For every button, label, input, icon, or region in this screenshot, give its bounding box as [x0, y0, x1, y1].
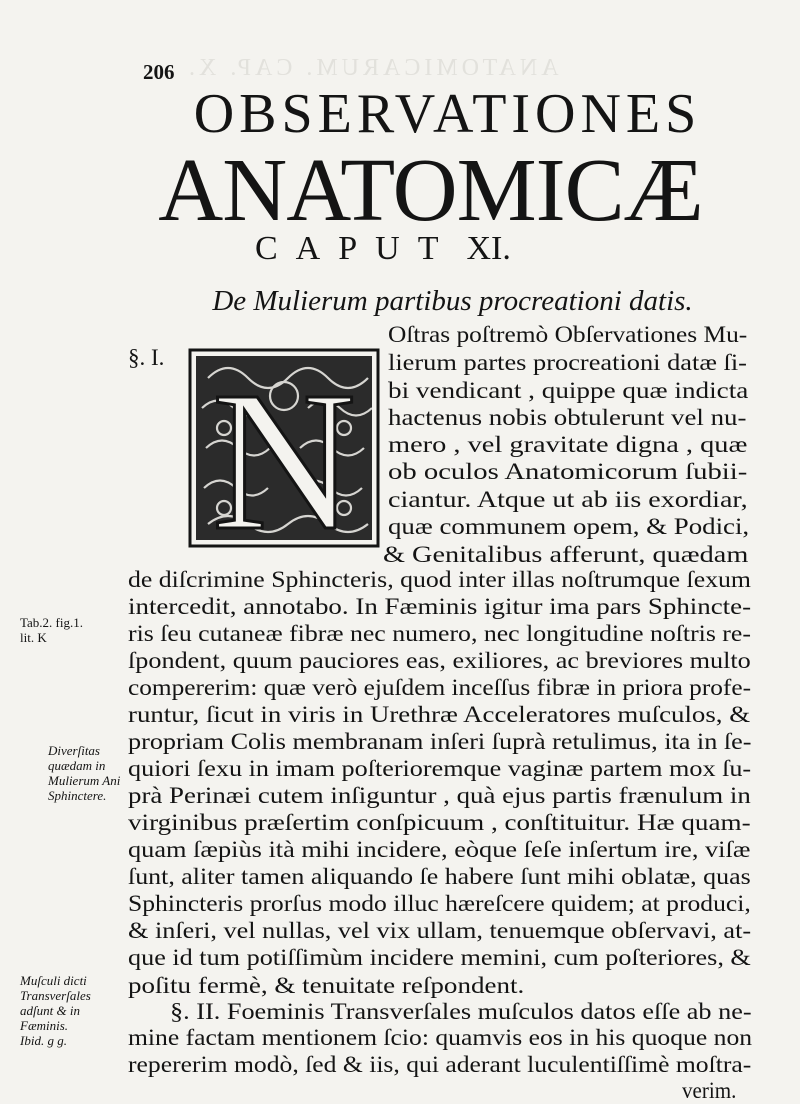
page-number: 206: [143, 60, 175, 84]
chapter-heading: [255, 230, 511, 268]
margin-note-line: Mulierum Ani: [48, 773, 121, 788]
text-line: compererim: quæ verò ejuſdem inceſſus fibræ in priora profe-: [128, 675, 752, 700]
decorated-initial-n-icon: [188, 348, 380, 548]
margin-note-line: Transverſales: [20, 988, 91, 1003]
text-line: virginibus præſertim conſpicuum , conſtituitur. Hæ quam-: [128, 810, 751, 835]
section-1-mark: §. I.: [128, 345, 165, 370]
margin-note-line: quædam in: [48, 758, 106, 773]
margin-note-line: adſunt & in: [20, 1003, 80, 1018]
margin-note-line: Diverſitas: [48, 743, 100, 758]
text-line: Sphincteris prorſus modo illuc hæreſcere quidem; at produci,: [128, 891, 751, 916]
text-line: §. II. Foeminis Transverſales muſculos datos eſſe ab ne-: [170, 999, 752, 1024]
margin-note: [20, 973, 91, 1048]
text-line: prà Perinæi cutem inſiguntur , quà ejus partis frænulum in: [128, 783, 751, 808]
text-line: ob oculos Anatomicorum ſubii-: [388, 459, 748, 484]
text-line: de diſcrimine Sphincteris, quod inter illas noſtrumque ſexum: [128, 567, 751, 592]
text-line: que id tum potiſſimùm incidere memini, cum poſteriores, &: [128, 945, 751, 970]
text-line: repererim modò, ſed & iis, qui aderant luculentiſſimè moſtra-: [128, 1052, 752, 1077]
text-line: lierum partes procreationi datæ ſi-: [388, 350, 747, 375]
text-line: propriam Colis membranam inſeri ſuprà retulimus, ita in ſe-: [128, 729, 752, 754]
text-line: & Genitalibus afferunt, quædam: [383, 542, 749, 567]
text-line: bi vendicant , quippe quæ indicta: [388, 378, 749, 403]
text-line: quæ communem opem, & Podici,: [388, 514, 750, 539]
title-line-2: ANATOMICÆ: [158, 141, 703, 240]
initial-letter: N: [211, 351, 357, 548]
chapter-number: XI.: [466, 230, 511, 267]
margin-note-line: Fæminis.: [20, 1018, 69, 1033]
margin-note-line: Tab.2. fig.1.: [20, 615, 83, 630]
text-line: mine factam mentionem ſcio: quamvis eos in his quoque non: [128, 1025, 753, 1050]
text-line: ſunt, aliter tamen aliquando ſe habere ſunt mihi oblatæ, quas: [128, 864, 751, 889]
chapter-word: CAPUT: [255, 230, 457, 267]
text-line: ſpondent, quum pauciores eas, exiliores, ac breviores multo: [128, 648, 751, 673]
text-line: intercedit, annotabo. In Fæminis igitur ima pars Sphincte-: [128, 594, 752, 619]
bleed-through-text: ANATOMICARUM. CAP. X.: [185, 55, 559, 81]
text-line: Oſtras poſtremò Obſervationes Mu-: [388, 322, 748, 347]
margin-note-line: Muſculi dicti: [20, 973, 87, 988]
text-line: ciantur. Atque ut ab iis exordiar,: [388, 487, 748, 512]
text-line: poſitu fermè, & tenuitate reſpondent.: [128, 973, 525, 998]
text-line: verim.: [682, 1078, 737, 1103]
margin-note-line: Sphinctere.: [48, 788, 107, 803]
text-line: ris ſeu cutaneæ fibræ nec numero, nec longitudine noſtris re-: [128, 621, 751, 646]
margin-note-line: lit. K: [20, 630, 47, 645]
title-line-1: OBSERVATIONES: [193, 83, 702, 145]
text-line: & inſeri, vel nullas, vel vix ullam, tenuemque obſervavi, at-: [128, 918, 752, 943]
margin-note-line: Ibid. g g.: [20, 1033, 67, 1048]
margin-note: [48, 743, 120, 803]
text-line: mero , vel gravitate digna , quæ: [388, 432, 748, 457]
text-line: hactenus nobis obtulerunt vel nu-: [388, 405, 747, 430]
text-line: quiori ſexu in imam poſterioremque vaginæ partem mox ſu-: [128, 756, 752, 781]
margin-note: [20, 615, 83, 645]
text-line: quam ſæpiùs ità mihi incidere, eòque ſeſe inſertum ire, viſæ: [128, 837, 751, 862]
chapter-subtitle: De Mulierum partibus procreationi datis.: [212, 285, 693, 317]
text-line: runtur, ſicut in viris in Urethræ Acceleratores muſculos, &: [128, 702, 751, 727]
